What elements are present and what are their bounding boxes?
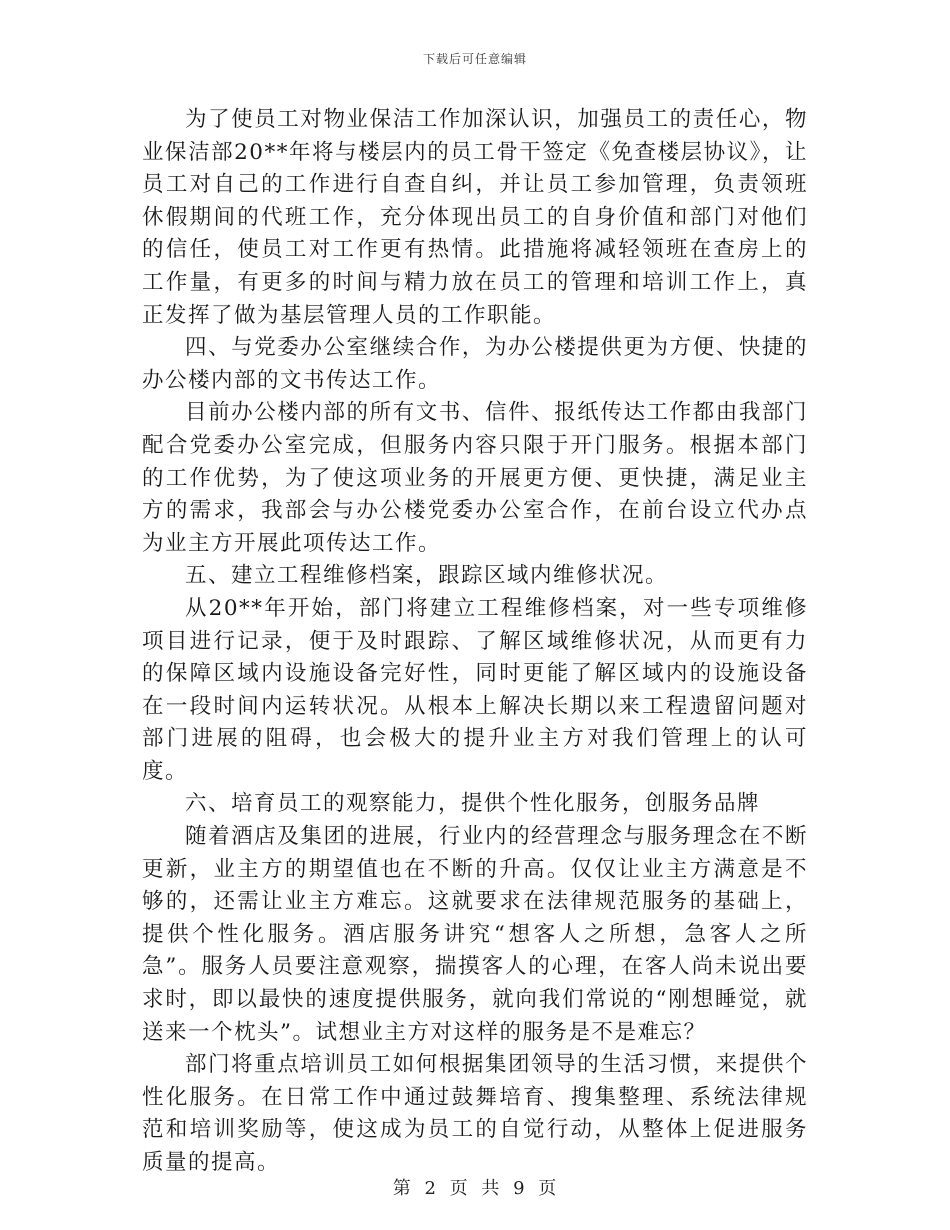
section-heading-6: 六、培育员工的观察能力，提供个性化服务，创服务品牌 (185, 791, 761, 817)
paragraph-cleaning-agreement: 为了使员工对物业保洁工作加深认识，加强员工的责任心，物业保洁部20**年将与楼层内的员工骨干签定《免查楼层协议》，让员工对自己的工作进行自查自纠，并让员工参加管理，负责领班休假期间的代班工作，充分体现出员工的自身价值和部门对他们的信任，使员工对工作更有热情。此措施将减轻领班在查房上的工作量，有更多的时间与精力放在员工的管理和培训工作上，真正发挥了做为基层管理人员的工作职能。 (142, 107, 808, 328)
section-heading-4: 四、与党委办公室继续合作，为办公楼提供更为方便、快捷的办公楼内部的文书传达工作。 (142, 335, 808, 393)
page-number-footer: 第 2 页 共 9 页 (392, 1178, 558, 1199)
page-header: 下载后可任意编辑 (422, 52, 527, 66)
paragraph-staff-training: 部门将重点培训员工如何根据集团领导的生活习惯，来提供个性化服务。在日常工作中通过鼓舞培育、搜集整理、系统法律规范和培训奖励等，使这成为员工的自觉行动，从整体上促进服务质量的提高。 (142, 1052, 808, 1175)
paragraph-personalized-service: 随着酒店及集团的进展，行业内的经营理念与服务理念在不断更新，业主方的期望值也在不断的升高。仅仅让业主方满意是不够的，还需让业主方难忘。这就要求在法律规范服务的基础上，提供个性化服务。酒店服务讲究“想客人之所想，急客人之所急”。服务人员要注意观察，揣摸客人的心理，在客人尚未说出要求时，即以最快的速度提供服务，就向我们常说的“刚想睡觉，就送来一个枕头”。试想业主方对这样的服务是不是难忘？ (142, 824, 808, 1045)
paragraph-document-delivery: 目前办公楼内部的所有文书、信件、报纸传达工作都由我部门配合党委办公室完成，但服务内容只限于开门服务。根据本部门的工作优势，为了使这项业务的开展更方便、更快捷，满足业主方的需求，我部会与办公楼党委办公室合作，在前台设立代办点为业主方开展此项传达工作。 (142, 400, 808, 556)
paragraph-maintenance-records: 从20**年开始，部门将建立工程维修档案，对一些专项维修项目进行记录，便于及时跟踪、了解区域维修状况，从而更有力的保障区域内设施设备完好性，同时更能了解区域内的设施设备在一段时间内运转状况。从根本上解决长期以来工程遗留问题对部门进展的阻碍，也会极大的提升业主方对我们管理上的认可度。 (142, 595, 808, 784)
section-heading-5: 五、建立工程维修档案，跟踪区域内维修状况。 (185, 563, 669, 589)
document-body (142, 104, 808, 1180)
